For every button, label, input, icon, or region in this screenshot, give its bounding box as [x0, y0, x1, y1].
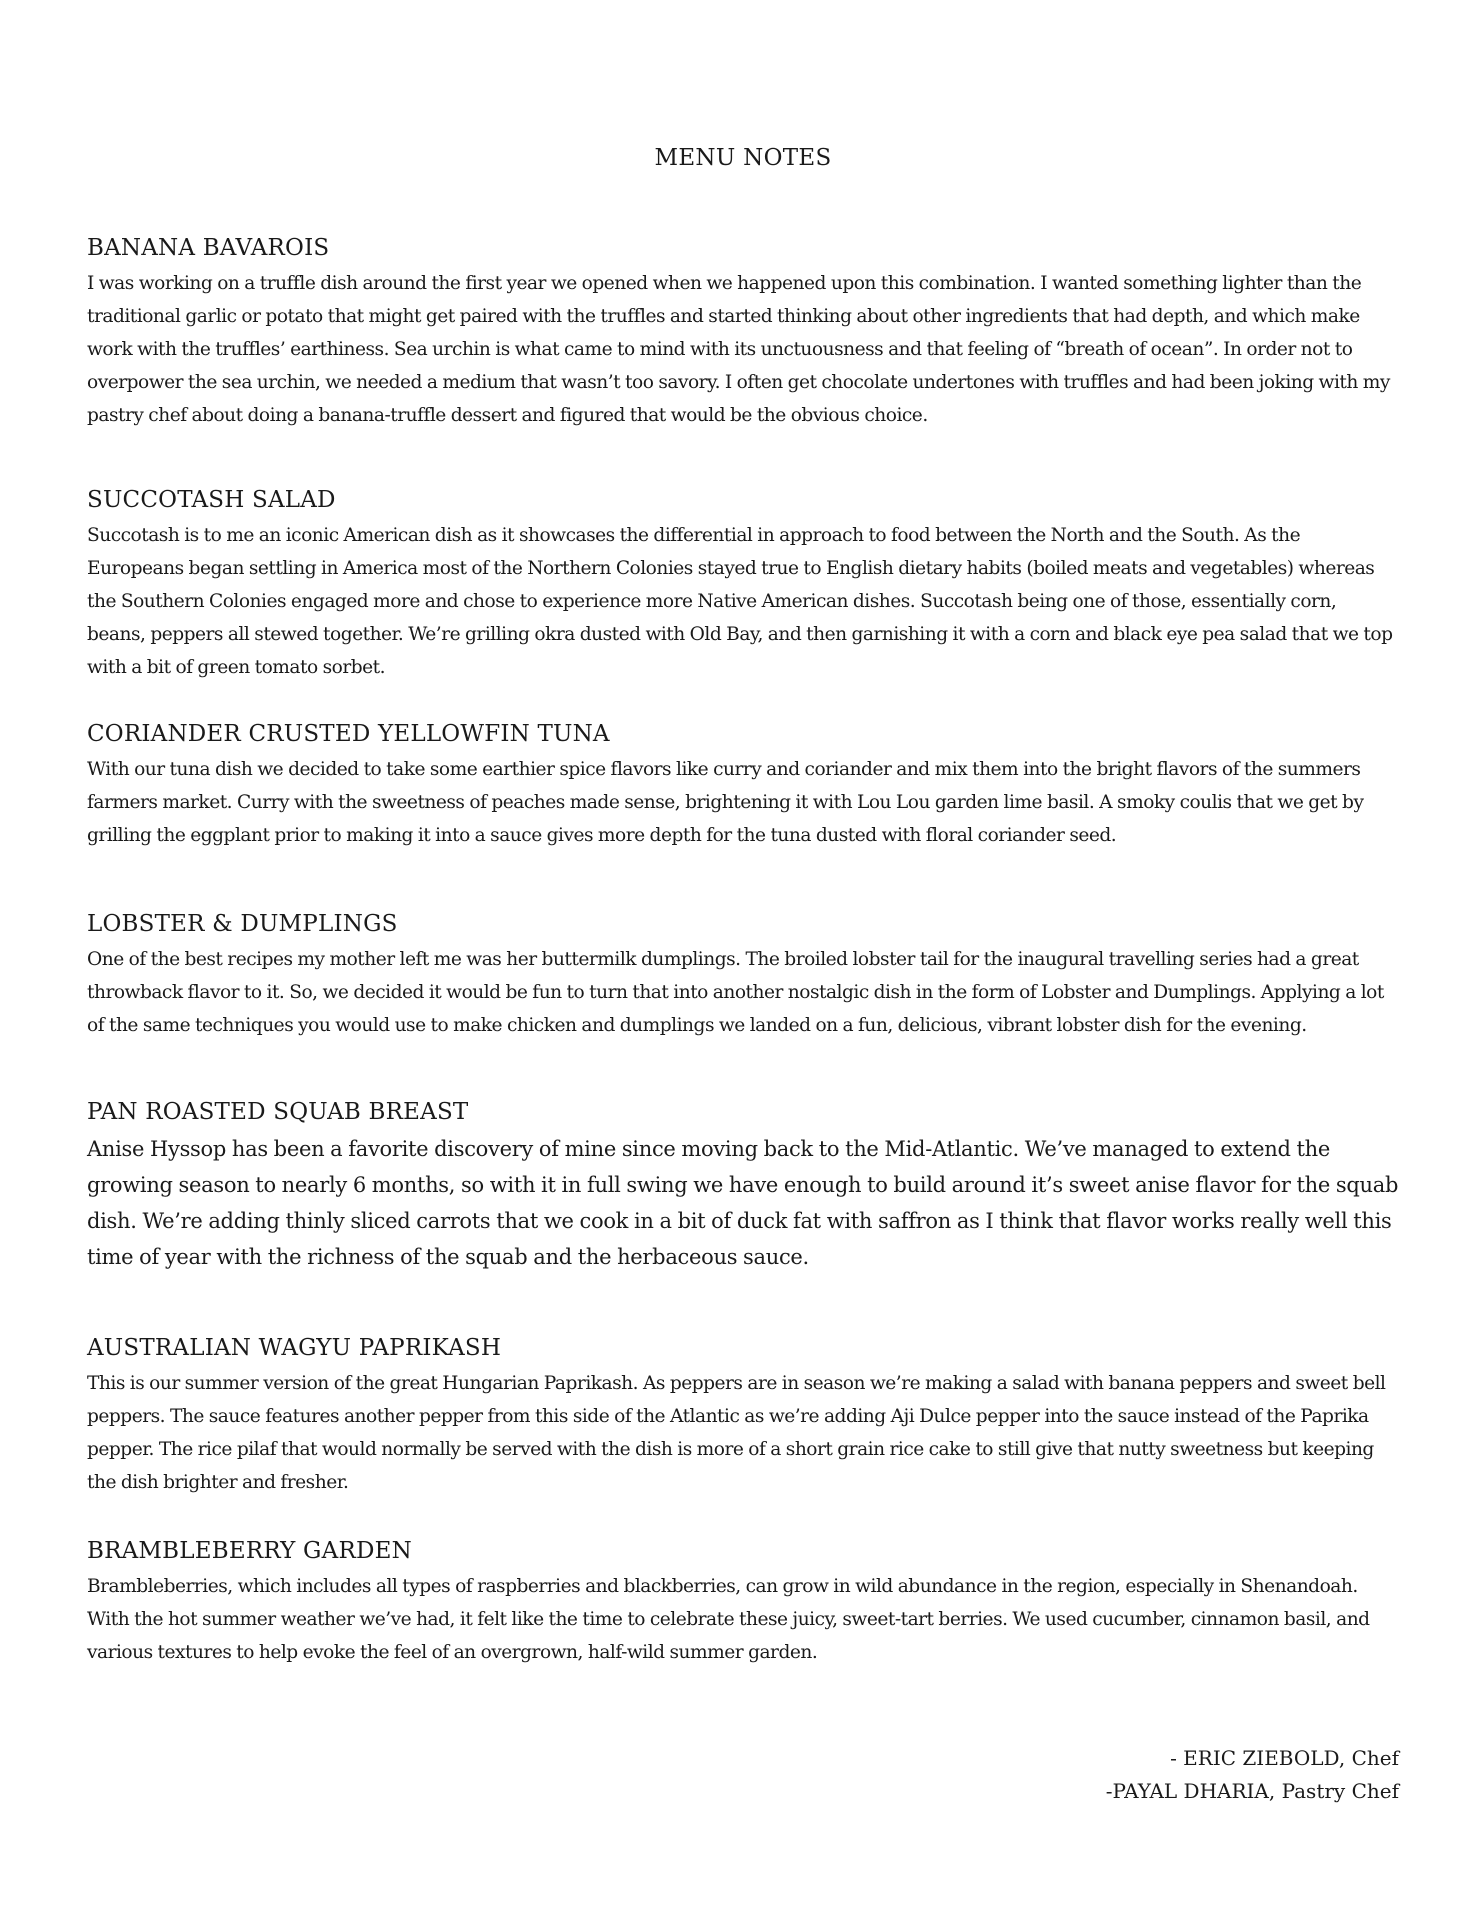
section-banana-bavarois — [87, 233, 1399, 432]
section-heading: SUCCOTASH SALAD — [87, 487, 336, 513]
section-heading: LOBSTER & DUMPLINGS — [87, 911, 398, 937]
section-body: With our tuna dish we decided to take some earthier spice flavors like curry and coriander and mix them into the bright flavors of the summers farmers market. Curry with the sweetness of peaches made sense, brightening it with Lou Lou garden lime basil. A smoky coulis that we get by grilling the eggplant prior to making it into a sauce gives more depth for the tuna dusted with floral coriander seed. — [87, 759, 1364, 846]
section-heading: BRAMBLEBERRY GARDEN — [87, 1538, 412, 1564]
section-heading: CORIANDER CRUSTED YELLOWFIN TUNA — [87, 721, 610, 747]
page-title: MENU NOTES — [654, 145, 832, 171]
section-body: Anise Hyssop has been a favorite discovery of mine since moving back to the Mid-Atlantic. We’ve managed to extend the growing season to nearly 6 months, so with it in full swing we have enough to build around it’s sweet anise flavor for the squab dish. We’re adding thinly sliced carrots that we cook in a bit of duck fat with saffron as I think that flavor works really well this time of year with the richness of the squab and the herbaceous sauce. — [87, 1137, 1399, 1269]
section-wagyu-paprikash — [87, 1333, 1399, 1499]
section-brambleberry-garden — [87, 1536, 1399, 1669]
section-body: Succotash is to me an iconic American dish as it showcases the differential in approach to food between the North and the South. As the Europeans began settling in America most of the Northern Colonies stayed true to English dietary habits (boiled meats and vegetables) whereas the Southern Colonies engaged more and chose to experience more Native American dishes. Succotash being one of those, essentially corn, beans, peppers all stewed together. We’re grilling okra dusted with Old Bay, and then garnishing it with a corn and black eye pea salad that we top with a bit of green tomato sorbet. — [87, 525, 1393, 678]
signature-block — [1106, 1742, 1399, 1808]
section-heading: PAN ROASTED SQUAB BREAST — [87, 1099, 469, 1125]
section-succotash-salad — [87, 485, 1399, 684]
section-heading: BANANA BAVAROIS — [87, 235, 330, 261]
section-coriander-tuna — [87, 719, 1399, 852]
menu-notes-page — [87, 0, 1399, 1920]
section-body: Brambleberries, which includes all types of raspberries and blackberries, can grow in wild abundance in the region, especially in Shenandoah. With the hot summer weather we’ve had, it felt like the time to celebrate these juicy, sweet-tart berries. We used cucumber, cinnamon basil, and various textures to help evoke the feel of an overgrown, half-wild summer garden. — [87, 1576, 1370, 1663]
section-squab-breast — [87, 1097, 1399, 1275]
section-body: One of the best recipes my mother left me was her buttermilk dumplings. The broiled lobster tail for the inaugural travelling series had a great throwback flavor to it. So, we decided it would be fun to turn that into another nostalgic dish in the form of Lobster and Dumplings. Applying a lot of the same techniques you would use to make chicken and dumplings we landed on a fun, delicious, vibrant lobster dish for the evening. — [87, 949, 1384, 1036]
signature-pastry-chef: -PAYAL DHARIA, Pastry Chef — [1105, 1779, 1399, 1803]
signature-chef: - ERIC ZIEBOLD, Chef — [1170, 1746, 1399, 1770]
section-body: I was working on a truffle dish around the first year we opened when we happened upon this combination. I wanted something lighter than the traditional garlic or potato that might get paired with the truffles and started thinking about other ingredients that had depth, and which make work with the truffles’ earthiness. Sea urchin is what came to mind with its unctuousness and that feeling of “breath of ocean”. In order not to overpower the sea urchin, we needed a medium that wasn’t too savory. I often get chocolate undertones with truffles and had been joking with my pastry chef about doing a banana-truffle dessert and figured that would be the obvious choice. — [87, 273, 1390, 426]
section-lobster-dumplings — [87, 909, 1399, 1042]
section-body: This is our summer version of the great Hungarian Paprikash. As peppers are in season we’re making a salad with banana peppers and sweet bell peppers. The sauce features another pepper from this side of the Atlantic as we’re adding Aji Dulce pepper into the sauce instead of the Paprika pepper. The rice pilaf that would normally be served with the dish is more of a short grain rice cake to still give that nutty sweetness but keeping the dish brighter and fresher. — [87, 1373, 1386, 1493]
section-heading: AUSTRALIAN WAGYU PAPRIKASH — [87, 1335, 502, 1361]
